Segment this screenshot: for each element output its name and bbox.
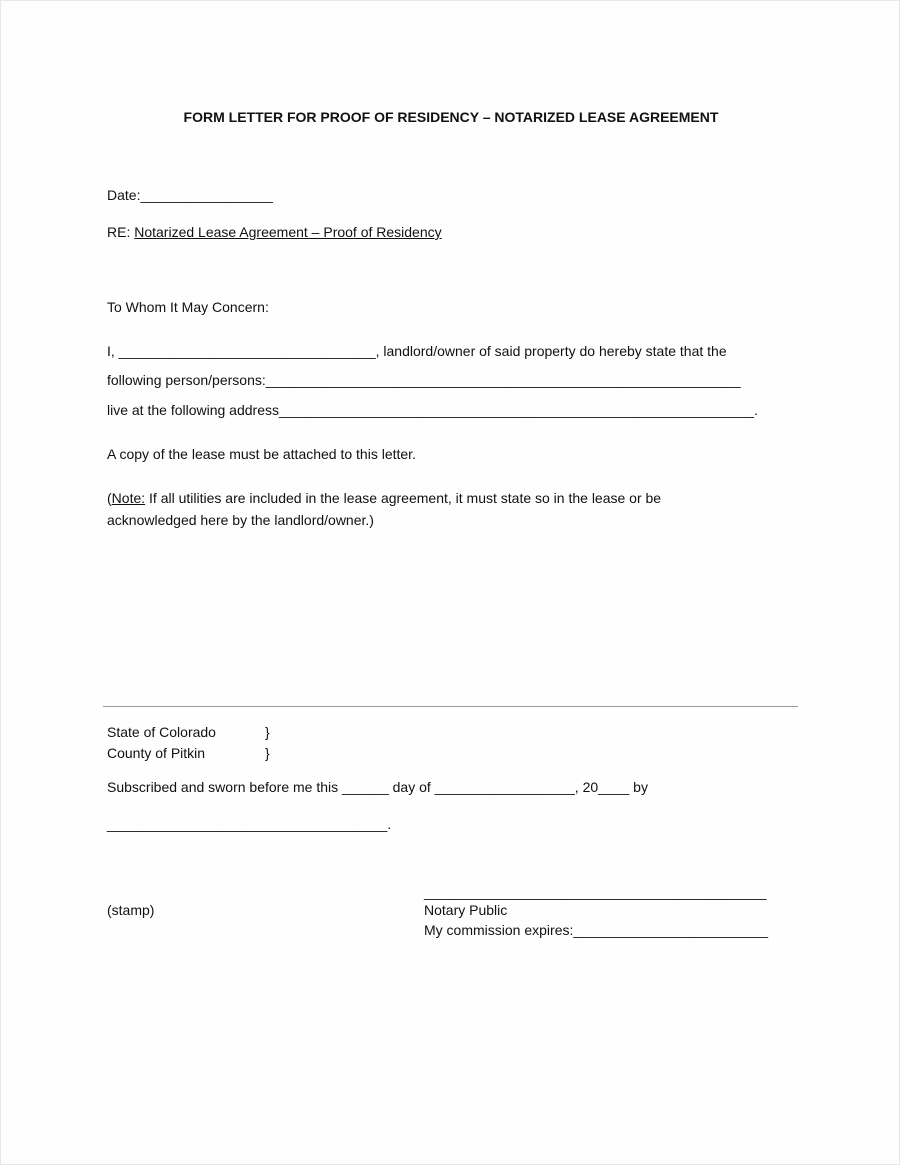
state-label: State of Colorado — [107, 724, 216, 740]
section-divider — [103, 706, 798, 707]
notary-signature-line: ____________________________________________ — [424, 884, 767, 900]
lease-copy-note: A copy of the lease must be attached to this letter. — [107, 446, 416, 462]
re-subject: Notarized Lease Agreement – Proof of Residency — [134, 224, 442, 240]
note-text: If all utilities are included in the lease agreement, it must state so in the lease or be — [145, 490, 662, 506]
re-prefix: RE: — [107, 224, 135, 240]
county-brace: } — [265, 745, 270, 761]
note-open-paren: ( — [107, 490, 112, 506]
state-brace: } — [265, 724, 270, 740]
utilities-note-continued: acknowledged here by the landlord/owner.) — [107, 512, 374, 528]
stamp-label: (stamp) — [107, 902, 155, 918]
commission-expires-line: My commission expires:_________________________ — [424, 922, 769, 938]
salutation: To Whom It May Concern: — [107, 299, 269, 315]
landlord-statement-line: I, _________________________________, landlord/owner of said property do hereby state that the — [107, 343, 727, 359]
notary-public-label: Notary Public — [424, 902, 508, 918]
address-line: live at the following address_____________________________________________________________. — [107, 402, 758, 418]
utilities-note — [107, 489, 661, 507]
page-title: FORM LETTER FOR PROOF OF RESIDENCY – NOTARIZED LEASE AGREEMENT — [183, 109, 719, 125]
sworn-name-line: ____________________________________. — [107, 816, 392, 832]
note-label: Note: — [111, 490, 146, 506]
sworn-statement: Subscribed and sworn before me this ______ day of __________________, 20____ by — [107, 779, 648, 795]
date-field: Date:_________________ — [107, 187, 273, 203]
persons-line: following person/persons:_____________________________________________________________ — [107, 372, 741, 388]
re-line — [107, 223, 442, 241]
county-label: County of Pitkin — [107, 745, 206, 761]
